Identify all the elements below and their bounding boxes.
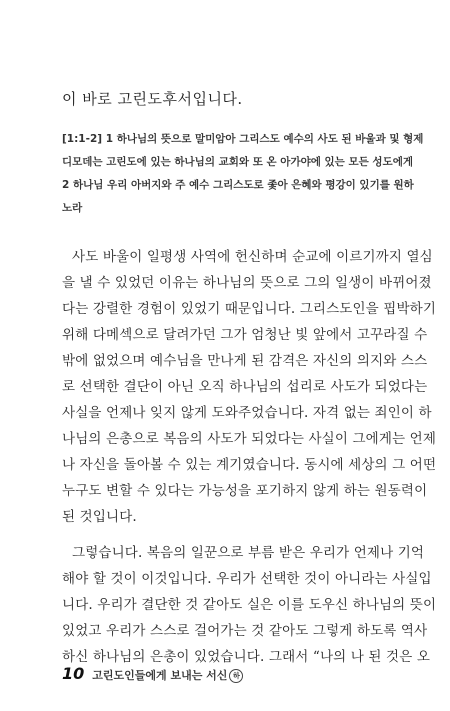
text-line: 사도 바울이 일평생 사역에 헌신하며 순교에 이르기까지 열심 (72, 249, 433, 265)
text-line: 나 자신을 돌아볼 수 있는 계기였습니다. 동시에 세상의 그 어떤 (62, 457, 437, 473)
verse-line: 디모데는 고린도에 있는 하나님의 교회와 또 온 아가야에 있는 모든 성도에게 (62, 156, 413, 168)
page-number: 10 (62, 664, 85, 683)
text-line: 니다. 우리가 결단한 것 같아도 실은 이를 도우신 하나님의 뜻이 (62, 597, 437, 613)
text-line: 하신 하나님의 은총이 있었습니다. 그래서 “나의 나 된 것은 오 (62, 649, 431, 665)
text-line: 사실을 언제나 잊지 않게 도와주었습니다. 자격 없는 죄인이 하 (62, 405, 432, 421)
intro-line: 이 바로 고린도후서입니다. (62, 90, 243, 108)
text-line: 위해 다메섹으로 달려가던 그가 엄청난 빛 앞에서 고꾸라질 수 (62, 327, 428, 343)
text-line: 된 것입니다. (62, 509, 137, 525)
body-paragraph-2 (62, 540, 437, 670)
text-line: 누구도 변할 수 있다는 가능성을 포기하지 않게 하는 원동력이 (62, 483, 428, 499)
text-line: 로 선택한 결단이 아닌 오직 하나님의 섭리로 사도가 되었다는 (62, 379, 428, 395)
page-footer (62, 664, 243, 683)
verse-line: [1:1-2] 1 하나님의 뜻으로 말미암아 그리스도 예수의 사도 된 바울과 및 형제 (62, 133, 424, 145)
book-title-text: 고린도인들에게 보내는 서신 (92, 669, 228, 682)
verse-line: 2 하나님 우리 아버지와 주 예수 그리스도로 좇아 은혜와 평강이 있기를 원하 (62, 179, 414, 191)
text-line: 밖에 없었으며 예수님을 만나게 된 감격은 자신의 의지와 스스 (62, 353, 428, 369)
scripture-quote (62, 128, 424, 220)
text-line: 다는 강렬한 경험이 있었기 때문입니다. 그리스도인을 핍박하기 (62, 301, 437, 317)
text-line: 나님의 은총으로 복음의 사도가 되었다는 사실이 그에게는 언제 (62, 431, 437, 447)
text-line: 을 낼 수 있었던 이유는 하나님의 뜻으로 그의 일생이 바뀌어졌 (62, 275, 432, 291)
text-line: 그렇습니다. 복음의 일꾼으로 부름 받은 우리가 언제나 기억 (72, 545, 425, 561)
body-paragraph-1 (62, 244, 437, 530)
volume-badge: 하 (229, 669, 243, 683)
book-title (92, 667, 243, 683)
text-line: 해야 할 것이 이것입니다. 우리가 선택한 것이 아니라는 사실입 (62, 571, 432, 587)
text-line: 있었고 우리가 스스로 걸어가는 것 같아도 그렇게 하도록 역사 (62, 623, 428, 639)
verse-line: 노라 (62, 202, 83, 214)
